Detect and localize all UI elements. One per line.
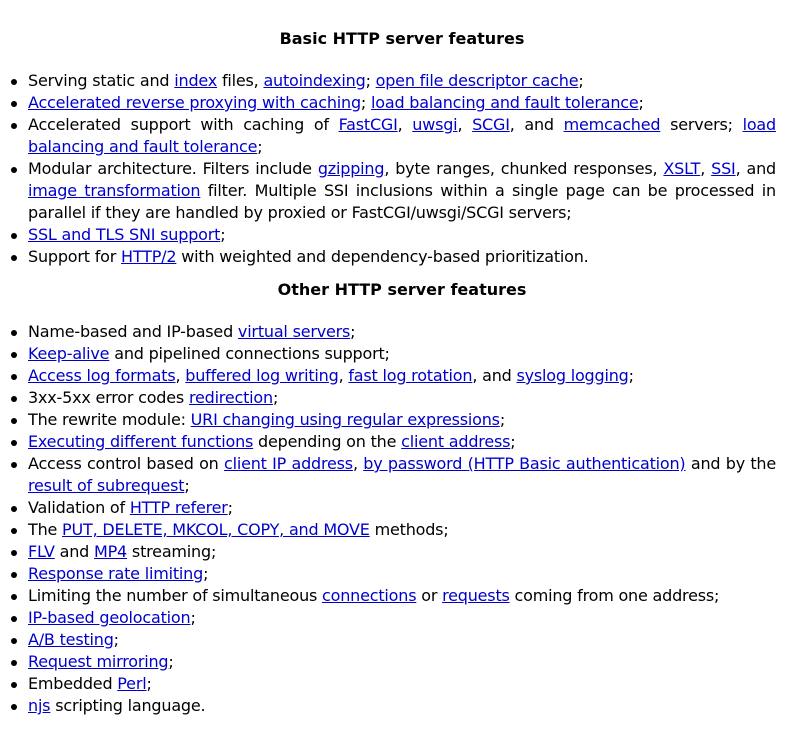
item-text: filter. Multiple SSI inclusions within a single page can be processed in parallel if they are handled by proxied or FastCGI/uwsgi/SCGI servers; — [28, 181, 776, 222]
list-item — [28, 585, 776, 607]
memcached-link[interactable]: memcached — [563, 115, 661, 134]
open-file-cache-link[interactable]: open file descriptor cache — [375, 71, 579, 90]
item-text: Access control based on — [28, 454, 224, 473]
item-text: and — [54, 542, 94, 561]
item-text: and by the — [685, 454, 777, 473]
list-item — [28, 673, 776, 695]
item-text: Name-based and IP-based — [28, 322, 238, 341]
item-text: files, — [217, 71, 264, 90]
list-item — [28, 651, 776, 673]
item-text: ; — [510, 432, 516, 451]
list-item — [28, 224, 776, 246]
list-item — [28, 695, 776, 717]
redirection-link[interactable]: redirection — [188, 388, 273, 407]
fastcgi-link[interactable]: FastCGI — [338, 115, 398, 134]
list-item — [28, 519, 776, 541]
item-text: Serving static and — [28, 71, 175, 90]
item-text: , — [352, 454, 364, 473]
keep-alive-link[interactable]: Keep-alive — [28, 344, 110, 363]
connections-link[interactable]: connections — [322, 586, 417, 605]
mp4-link[interactable]: MP4 — [94, 542, 128, 561]
list-item — [28, 453, 776, 497]
item-text: and pipelined connections support; — [109, 344, 390, 363]
item-text: ; — [113, 630, 119, 649]
list-item — [28, 431, 776, 453]
item-text: Support for — [28, 247, 122, 266]
item-text: Accelerated support with caching of — [28, 115, 339, 134]
item-text: ; — [190, 608, 196, 627]
list-item — [28, 563, 776, 585]
requests-link[interactable]: requests — [442, 586, 510, 605]
item-text: ; — [184, 476, 190, 495]
item-text: , — [700, 159, 712, 178]
fast-log-rotation-link[interactable]: fast log rotation — [348, 366, 473, 385]
item-text: , — [175, 366, 186, 385]
item-text: Limiting the number of simultaneous — [28, 586, 323, 605]
basic-auth-link[interactable]: by password (HTTP Basic authentication) — [363, 454, 686, 473]
item-text: ; — [227, 498, 233, 517]
item-text: , — [397, 115, 413, 134]
other-features-list — [28, 321, 776, 717]
item-text: The — [28, 520, 63, 539]
item-text: , byte ranges, chunked responses, — [384, 159, 664, 178]
scgi-link[interactable]: SCGI — [472, 115, 510, 134]
basic-features-list — [28, 70, 776, 268]
list-item — [28, 541, 776, 563]
xslt-link[interactable]: XSLT — [663, 159, 701, 178]
load-balancing-link[interactable]: load balancing and fault tolerance — [371, 93, 639, 112]
list-item — [28, 343, 776, 365]
list-item — [28, 321, 776, 343]
item-text: The rewrite module: — [28, 410, 191, 429]
client-address-link[interactable]: client address — [401, 432, 511, 451]
list-item — [28, 158, 776, 224]
reverse-proxy-caching-link[interactable]: Accelerated reverse proxying with caching — [28, 93, 361, 112]
item-text: , — [338, 366, 349, 385]
client-ip-address-link[interactable]: client IP address — [224, 454, 353, 473]
item-text: , — [457, 115, 473, 134]
basic-features-heading: Basic HTTP server features — [279, 29, 525, 48]
virtual-servers-link[interactable]: virtual servers — [237, 322, 351, 341]
list-item — [28, 387, 776, 409]
ssi-link[interactable]: SSI — [711, 159, 736, 178]
item-text: servers; — [660, 115, 743, 134]
item-text: ; — [257, 137, 263, 156]
ab-testing-link[interactable]: A/B testing — [28, 630, 114, 649]
list-item — [28, 246, 776, 268]
list-item — [28, 629, 776, 651]
item-text: depending on the — [253, 432, 402, 451]
subrequest-link[interactable]: result of subrequest — [28, 476, 185, 495]
uwsgi-link[interactable]: uwsgi — [412, 115, 458, 134]
geolocation-link[interactable]: IP-based geolocation — [28, 608, 191, 627]
other-features-heading: Other HTTP server features — [277, 280, 527, 299]
access-log-formats-link[interactable]: Access log formats — [28, 366, 176, 385]
image-transformation-link[interactable]: image transformation — [28, 181, 201, 200]
list-item — [28, 70, 776, 92]
gzipping-link[interactable]: gzipping — [317, 159, 385, 178]
item-text: ; — [578, 71, 584, 90]
njs-link[interactable]: njs — [28, 696, 51, 715]
item-text: ; — [350, 322, 356, 341]
item-text: Modular architecture. Filters include — [28, 159, 318, 178]
item-text: scripting language. — [50, 696, 206, 715]
list-item — [28, 92, 776, 114]
list-item — [28, 607, 776, 629]
item-text: Validation of — [28, 498, 130, 517]
item-text: ; — [628, 366, 634, 385]
item-text: methods; — [369, 520, 449, 539]
executing-functions-link[interactable]: Executing different functions — [28, 432, 254, 451]
http-referer-link[interactable]: HTTP referer — [129, 498, 228, 517]
index-link[interactable]: index — [174, 71, 218, 90]
autoindexing-link[interactable]: autoindexing — [263, 71, 366, 90]
list-item — [28, 114, 776, 158]
request-mirroring-link[interactable]: Request mirroring — [28, 652, 169, 671]
webdav-methods-link[interactable]: PUT, DELETE, MKCOL, COPY, and MOVE — [62, 520, 370, 539]
item-text: ; — [203, 564, 209, 583]
item-text: ; — [220, 225, 226, 244]
ssl-tls-sni-link[interactable]: SSL and TLS SNI support — [28, 225, 221, 244]
item-text: 3xx-5xx error codes — [28, 388, 189, 407]
load-balancing-link[interactable]: load balancing and fault tolerance — [28, 115, 776, 156]
item-text: , and — [735, 159, 776, 178]
http2-link[interactable]: HTTP/2 — [121, 247, 177, 266]
item-text: with weighted and dependency-based prioritization. — [176, 247, 589, 266]
item-text: ; — [272, 388, 279, 407]
list-item — [28, 365, 776, 387]
item-text: ; — [168, 652, 174, 671]
item-text: ; — [360, 93, 371, 112]
uri-rewrite-link[interactable]: URI changing using regular expressions — [190, 410, 500, 429]
item-text: ; — [365, 71, 376, 90]
item-text: or — [416, 586, 443, 605]
item-text: ; — [499, 410, 506, 429]
item-text: Embedded — [28, 674, 118, 693]
rate-limiting-link[interactable]: Response rate limiting — [28, 564, 204, 583]
flv-link[interactable]: FLV — [28, 542, 55, 561]
item-text: , and — [509, 115, 564, 134]
item-text: , and — [472, 366, 517, 385]
item-text: ; — [638, 93, 644, 112]
buffered-log-writing-link[interactable]: buffered log writing — [185, 366, 339, 385]
item-text: coming from one address; — [509, 586, 720, 605]
list-item — [28, 497, 776, 519]
perl-link[interactable]: Perl — [117, 674, 147, 693]
item-text: streaming; — [127, 542, 217, 561]
list-item — [28, 409, 776, 431]
item-text: ; — [146, 674, 152, 693]
syslog-logging-link[interactable]: syslog logging — [516, 366, 629, 385]
